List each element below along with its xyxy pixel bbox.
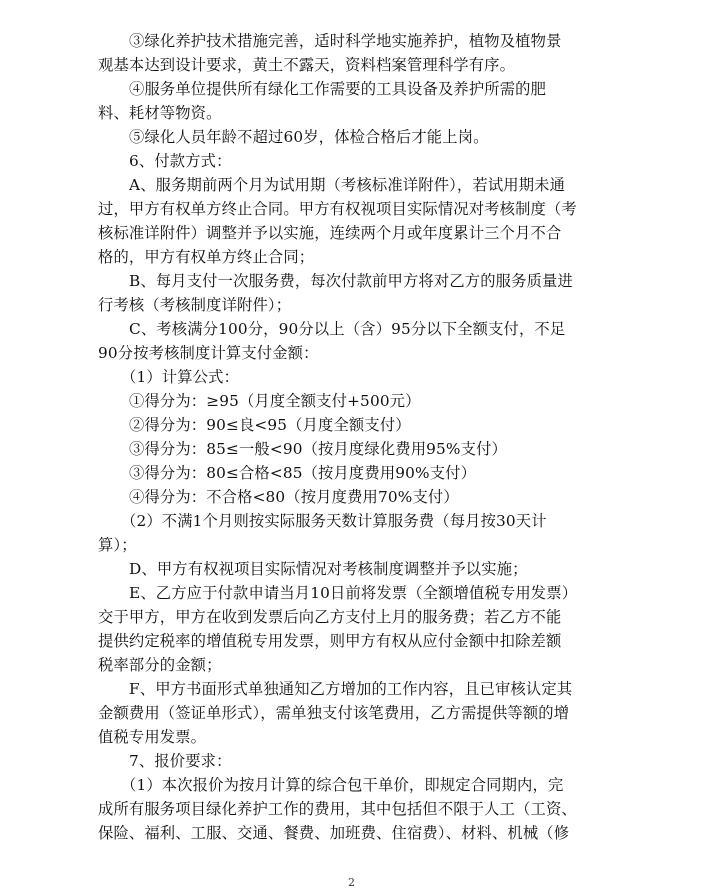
text-line: 观基本达到设计要求，黄土不露天，资料档案管理科学有序。: [98, 56, 516, 74]
text-line: 交于甲方，甲方在收到发票后向乙方支付上月的服务费；若乙方不能: [98, 608, 562, 626]
text-line: （1）本次报价为按月计算的综合包干单价，即规定合同期内，完: [121, 776, 564, 794]
text-line: 税率部分的金额；: [98, 656, 222, 674]
text-line: 90分按考核制度计算支付金额：: [98, 344, 319, 362]
formula-line: ①得分为：≥95（月度全额支付+500元）: [129, 392, 421, 410]
text-line: ④服务单位提供所有绿化工作需要的工具设备及养护所需的肥: [129, 80, 547, 98]
text-line: 值税专用发票。: [98, 728, 207, 746]
text-line: （1）计算公式：: [121, 368, 240, 386]
section-heading: 6、付款方式：: [129, 152, 232, 170]
text-line: 过，甲方有权单方终止合同。甲方有权视项目实际情况对考核制度（考: [98, 200, 577, 218]
section-heading: 7、报价要求：: [129, 752, 232, 770]
text-line: E、乙方应于付款申请当月10日前将发票（全额增值税专用发票）: [129, 584, 578, 602]
text-line: F、甲方书面形式单独通知乙方增加的工作内容，且已审核认定其: [129, 680, 573, 698]
text-line: 格的，甲方有权单方终止合同；: [98, 248, 315, 266]
text-line: 算）；: [98, 536, 137, 554]
text-line: ③绿化养护技术措施完善，适时科学地实施养护，植物及植物景: [129, 32, 562, 50]
formula-line: ④得分为：不合格<80（按月度费用70%支付）: [129, 488, 459, 506]
page-number: 2: [348, 876, 355, 889]
text-line: ⑤绿化人员年龄不超过60岁，体检合格后才能上岗。: [129, 128, 489, 146]
text-line: A、服务期前两个月为试用期（考核标准详附件），若试用期未通: [129, 176, 566, 194]
document-body: [98, 29, 618, 845]
text-line: （2）不满1个月则按实际服务天数计算服务费（每月按30天计: [121, 512, 547, 530]
formula-line: ③得分为：80≤合格<85（按月度费用90%支付）: [129, 464, 477, 482]
text-line: 提供约定税率的增值税专用发票，则甲方有权从应付金额中扣除差额: [98, 632, 562, 650]
text-line: C、考核满分100分，90分以上（含）95分以下全额支付，不足: [129, 320, 566, 338]
text-line: 料、耗材等物资。: [98, 104, 222, 122]
text-line: 行考核（考核制度详附件）；: [98, 296, 292, 314]
formula-line: ③得分为：85≤一般<90（按月度绿化费用95%支付）: [129, 440, 507, 458]
formula-line: ②得分为：90≤良<95（月度全额支付）: [129, 416, 411, 434]
text-line: B、每月支付一次服务费，每次付款前甲方将对乙方的服务质量进: [129, 272, 573, 290]
text-line: 保险、福利、工服、交通、餐费、加班费、住宿费）、材料、机械（修: [98, 824, 570, 842]
text-line: D、甲方有权视项目实际情况对考核制度调整并予以实施；: [129, 560, 528, 578]
text-line: 金额费用（签证单形式），需单独支付该笔费用，乙方需提供等额的增: [98, 704, 570, 722]
text-line: 成所有服务项目绿化养护工作的费用，其中包括但不限于人工（工资、: [98, 800, 577, 818]
text-line: 核标准详附件）调整并予以实施，连续两个月或年度累计三个月不合: [98, 224, 562, 242]
